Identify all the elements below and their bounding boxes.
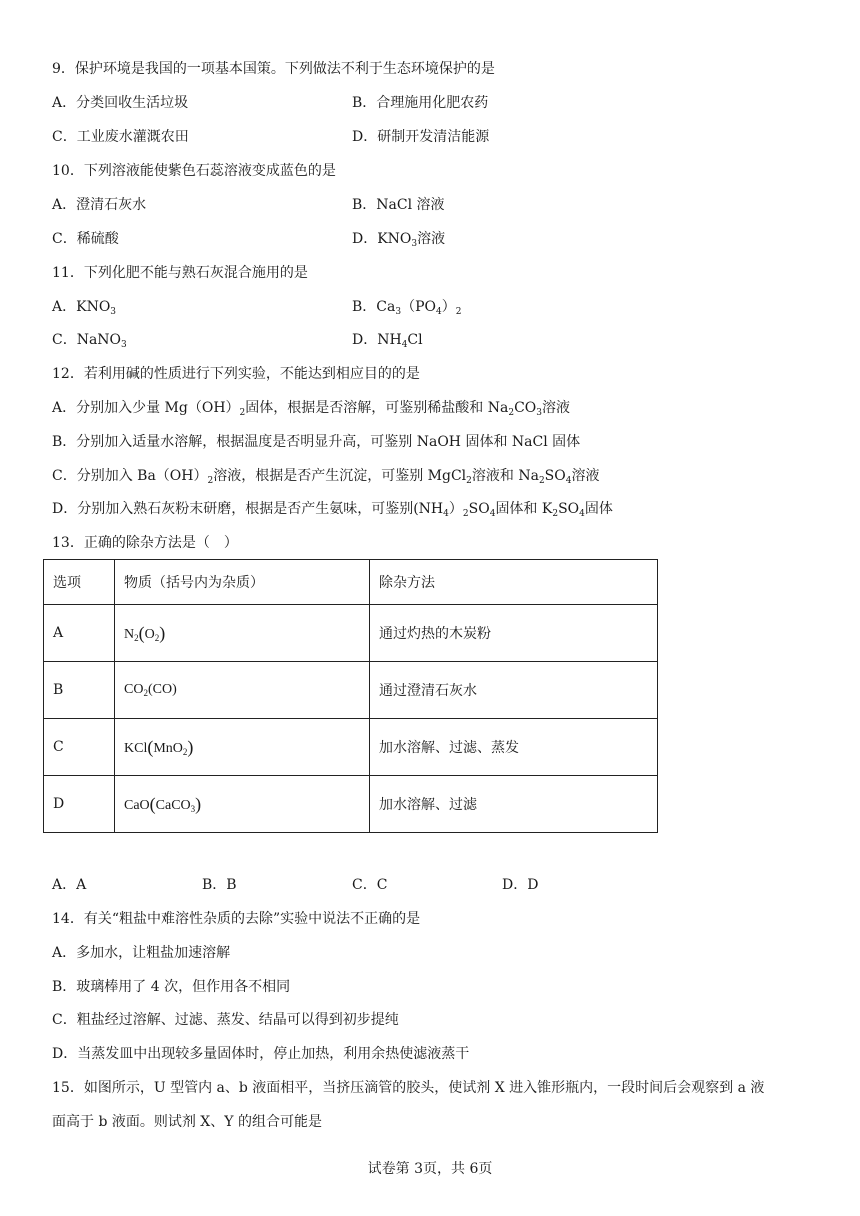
q9-option-d: D．研制开发清洁能源 bbox=[352, 129, 490, 145]
q13-option-c: C．C bbox=[352, 877, 388, 893]
table-cell-option: A bbox=[44, 605, 115, 662]
table-row bbox=[44, 719, 658, 776]
q15-stem-line1: 15．如图所示，U 型管内 a、b 液面相平，当挤压滴管的胶头，使试剂 X 进入锥形瓶内，一段时间后会观察到 a 液 bbox=[52, 1080, 765, 1096]
table-row bbox=[44, 776, 658, 833]
q13-option-d: D．D bbox=[502, 877, 539, 893]
table-cell-substance: $CO_2(CO)$ bbox=[115, 662, 370, 719]
q12-stem: 12．若利用碱的性质进行下列实验，不能达到相应目的的是 bbox=[52, 366, 420, 382]
table-header-option: 选项 bbox=[44, 560, 115, 605]
q14-option-c: C．粗盐经过溶解、过滤、蒸发、结晶可以得到初步提纯 bbox=[52, 1012, 399, 1028]
q14-option-a: A．多加水，让粗盐加速溶解 bbox=[52, 945, 231, 961]
q9-option-c: C．工业废水灌溉农田 bbox=[52, 129, 189, 145]
q14-stem: 14．有关“粗盐中难溶性杂质的去除”实验中说法不正确的是 bbox=[52, 911, 421, 927]
table-cell-substance: KCl(MnO$_2$) bbox=[115, 719, 370, 776]
table-cell-method: 加水溶解、过滤、蒸发 bbox=[370, 719, 658, 776]
q11-option-a: A．$KNO_3$ bbox=[52, 299, 117, 317]
table-cell-option: C bbox=[44, 719, 115, 776]
q9-stem: 9．保护环境是我国的一项基本国策。下列做法不利于生态环境保护的是 bbox=[52, 61, 495, 77]
q13-option-a: A．A bbox=[52, 877, 87, 893]
q11-option-b: B．$Ca_3(PO_4)_2$ bbox=[352, 299, 462, 317]
q12-option-b: B．分别加入适量水溶解，根据温度是否明显升高，可鉴别 NaOH 固体和 NaCl 固体 bbox=[52, 434, 581, 450]
table-row bbox=[44, 662, 658, 719]
table-cell-substance: CaO(CaCO$_3$) bbox=[115, 776, 370, 833]
table-header-substance: 物质（括号内为杂质） bbox=[115, 560, 370, 605]
q14-option-d: D．当蒸发皿中出现较多量固体时，停止加热，利用余热使滤液蒸干 bbox=[52, 1046, 470, 1062]
q11-option-d: D．$NH_4Cl$ bbox=[352, 332, 423, 350]
table-cell-method: 通过澄清石灰水 bbox=[370, 662, 658, 719]
q13-table bbox=[43, 559, 658, 833]
q15-stem-line2: 面高于 b 液面。则试剂 X、Y 的组合可能是 bbox=[52, 1114, 322, 1130]
q10-option-c: C．稀硫酸 bbox=[52, 231, 119, 247]
q13-stem: 13．正确的除杂方法是（ ） bbox=[52, 535, 238, 551]
q10-stem: 10．下列溶液能使紫色石蕊溶液变成蓝色的是 bbox=[52, 163, 336, 179]
table-cell-option: B bbox=[44, 662, 115, 719]
table-header-row bbox=[44, 560, 658, 605]
table-header-method: 除杂方法 bbox=[370, 560, 658, 605]
q12-option-a: A．分别加入少量 $Mg(OH)_2$固体，根据是否溶解，可鉴别稀盐酸和 $Na_2CO_3$溶液 bbox=[52, 400, 570, 418]
page-footer: 试卷第 3页，共 6页 bbox=[367, 1161, 493, 1177]
table-row bbox=[44, 605, 658, 662]
q10-option-b: B．NaCl 溶液 bbox=[352, 197, 445, 213]
q10-option-d: D．$KNO_3$溶液 bbox=[352, 231, 446, 249]
q11-option-c: C．NaNO$_3$ bbox=[52, 332, 127, 350]
table-cell-method: 通过灼热的木炭粉 bbox=[370, 605, 658, 662]
q14-option-b: B．玻璃棒用了 4 次，但作用各不相同 bbox=[52, 979, 291, 995]
q9-option-a: A．分类回收生活垃圾 bbox=[52, 95, 189, 111]
table-cell-option: D bbox=[44, 776, 115, 833]
q12-option-d: D．分别加入熟石灰粉末研磨，根据是否产生氨味，可鉴别$(NH_4)_2SO_4$固体和 $K_2SO_4$固体 bbox=[52, 501, 613, 519]
q12-option-c: C．分别加入 $Ba(OH)_2$溶液，根据是否产生沉淀，可鉴别 MgCl$_2$溶液和 $Na_2SO_4$溶液 bbox=[52, 468, 600, 486]
table-cell-substance: $N_2(O_2)$ bbox=[115, 605, 370, 662]
q9-option-b: B．合理施用化肥农药 bbox=[352, 95, 489, 111]
q13-option-b: B．B bbox=[202, 877, 237, 893]
q10-option-a: A．澄清石灰水 bbox=[52, 197, 147, 213]
table-cell-method: 加水溶解、过滤 bbox=[370, 776, 658, 833]
q11-stem: 11．下列化肥不能与熟石灰混合施用的是 bbox=[52, 265, 308, 281]
